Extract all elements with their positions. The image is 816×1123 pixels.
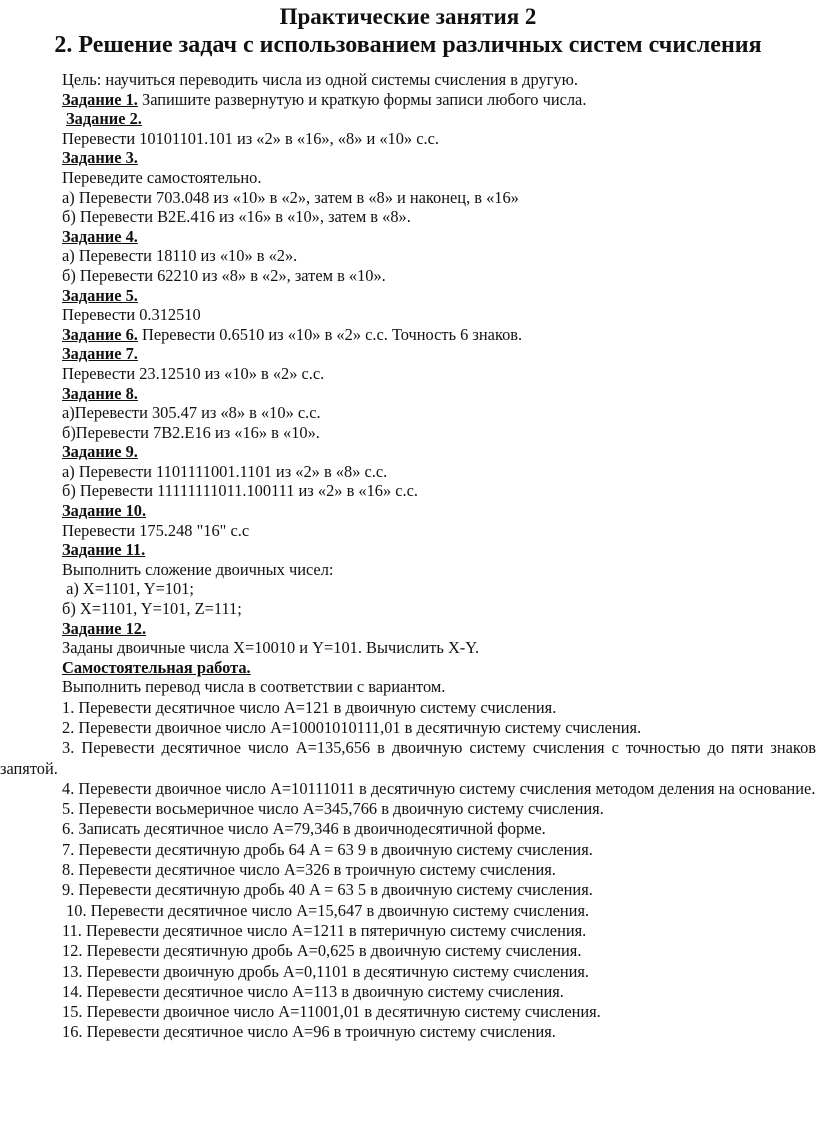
task-line: а)Перевести 305.47 из «8» в «10» с.с. bbox=[62, 403, 321, 423]
list-item: 9. Перевести десятичную дробь 40 A = 63 5 в двоичную систему счисления. bbox=[62, 880, 593, 900]
list-item: 3. Перевести десятичное число А=135,656 в двоичную систему счисления с точностью до пяти знаков запятой. bbox=[0, 738, 816, 778]
task-heading: Задание 6. bbox=[62, 324, 138, 344]
goal-text: Цель: научиться переводить числа из одной системы счисления в другую. bbox=[62, 70, 578, 89]
list-item: 11. Перевести десятичное число А=1211 в пятеричную систему счисления. bbox=[62, 920, 587, 940]
task-heading bbox=[0, 109, 816, 129]
task-line: Перевести 10101101.101 из «2» в «16», «8» и «10» с.с. bbox=[62, 128, 439, 148]
task-heading-label: Задание 4. bbox=[62, 226, 138, 246]
list-item: 8. Перевести десятичное число А=326 в троичную систему счисления. bbox=[62, 860, 556, 880]
page-title: Практические занятия 2 bbox=[279, 4, 537, 29]
task-line: Перевести 0.312510 bbox=[62, 305, 201, 325]
task-line: Перевести 175.248 "16" с.с bbox=[62, 520, 250, 540]
list-item: 2. Перевести двоичное число А=10001010111,01 в десятичную систему счисления. bbox=[62, 718, 642, 737]
task-line: Переведите самостоятельно. bbox=[62, 167, 262, 187]
task-text: Перевести 0.6510 из «10» в «2» с.с. Точность 6 знаков. bbox=[137, 324, 523, 344]
list-item: 4. Перевести двоичное число А=10111011 в десятичную систему счисления методом деления на основание. bbox=[62, 778, 816, 798]
task-line: Перевести 23.12510 из «10» в «2» с.с. bbox=[62, 363, 325, 383]
task-heading bbox=[0, 501, 816, 521]
task-heading-label: Задание 9. bbox=[62, 442, 138, 462]
list-item: 6. Записать десятичное число А=79,346 в двоичнодесятичной форме. bbox=[62, 819, 546, 839]
task-heading bbox=[0, 286, 816, 306]
list-item: 16. Перевести десятичное число А=96 в троичную систему счисления. bbox=[62, 1022, 556, 1042]
task-heading bbox=[0, 442, 816, 462]
task-heading bbox=[0, 148, 816, 168]
task-heading bbox=[0, 619, 816, 639]
task-line: а) X=1101, Y=101; bbox=[62, 579, 194, 599]
task-line: б) X=1101, Y=101, Z=111; bbox=[62, 599, 242, 619]
task-heading-label: Задание 8. bbox=[62, 383, 138, 403]
task-heading bbox=[0, 384, 816, 404]
task-line: Заданы двоичные числа X=10010 и Y=101. Вычислить X-Y. bbox=[62, 638, 480, 658]
task-heading-label: Задание 11. bbox=[62, 540, 146, 560]
list-item: 13. Перевести двоичную дробь А=0,1101 в десятичную систему счисления. bbox=[62, 961, 590, 981]
task-line: а) Перевести 703.048 из «10» в «2», затем в «8» и наконец, в «16» bbox=[62, 187, 519, 207]
independent-heading bbox=[0, 658, 816, 678]
task-line: Выполнить сложение двоичных чисел: bbox=[62, 559, 334, 579]
task-line: б)Перевести 7B2.E16 из «16» в «10». bbox=[62, 422, 320, 442]
task-heading-label: Задание 5. bbox=[62, 285, 138, 305]
independent-intro: Выполнить перевод числа в соответствии с вариантом. bbox=[62, 677, 446, 697]
list-item: 15. Перевести двоичное число А=11001,01 в десятичную систему счисления. bbox=[62, 1002, 601, 1022]
document-body bbox=[0, 70, 816, 1043]
task-line: б) Перевести 11111111011.100111 из «2» в «16» с.с. bbox=[62, 481, 419, 501]
independent-list bbox=[0, 677, 816, 1042]
task-line: а) Перевести 1101111001.1101 из «2» в «8» с.с. bbox=[62, 461, 388, 481]
list-item: 5. Перевести восьмеричное число А=345,766 в двоичную систему счисления. bbox=[62, 799, 604, 819]
list-item: 12. Перевести десятичную дробь А=0,625 в двоичную систему счисления. bbox=[62, 941, 582, 961]
task-heading: Задание 1. bbox=[62, 89, 138, 109]
task-heading-label: Задание 10. bbox=[62, 501, 147, 521]
list-item: 7. Перевести десятичную дробь 64 A = 63 9 в двоичную систему счисления. bbox=[62, 839, 593, 859]
task-1 bbox=[0, 90, 816, 110]
task-6 bbox=[0, 325, 816, 345]
list-item: 14. Перевести десятичное число А=113 в двоичную систему счисления. bbox=[62, 981, 564, 1001]
task-heading-label: Задание 12. bbox=[62, 618, 147, 638]
task-heading bbox=[0, 540, 816, 560]
task-text: Запишите развернутую и краткую формы записи любого числа. bbox=[137, 89, 587, 109]
list-item: 10. Перевести десятичное число А=15,647 в двоичную систему счисления. bbox=[62, 900, 590, 920]
task-line: б) Перевести 62210 из «8» в «2», затем в «10». bbox=[62, 265, 386, 285]
task-heading-label: Задание 3. bbox=[62, 148, 138, 168]
list-item: 1. Перевести десятичное число А=121 в двоичную систему счисления. bbox=[62, 697, 557, 717]
independent-heading-label: Самостоятельная работа. bbox=[62, 657, 251, 677]
task-heading bbox=[0, 344, 816, 364]
task-heading bbox=[0, 227, 816, 247]
page-subtitle: 2. Решение задач с использованием различных систем счисления bbox=[54, 32, 762, 58]
task-heading-label: Задание 7. bbox=[62, 344, 138, 364]
task-heading-label: Задание 2. bbox=[66, 109, 142, 129]
task-line: а) Перевести 18110 из «10» в «2». bbox=[62, 246, 298, 266]
task-line: б) Перевести B2E.416 из «16» в «10», затем в «8». bbox=[62, 207, 411, 227]
